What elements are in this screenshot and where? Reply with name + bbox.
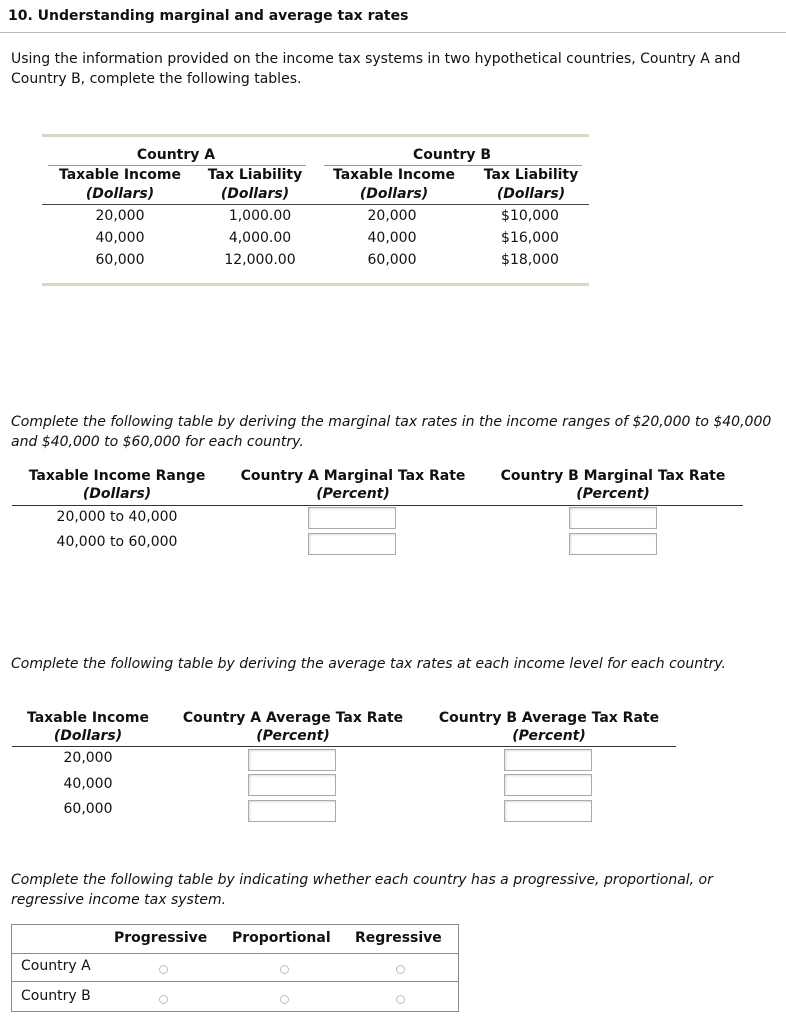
marginal-row-label: 40,000 to 60,000	[56, 534, 178, 550]
average-col-a: Country A Average Tax Rate	[182, 710, 404, 726]
average-a-rate-input[interactable]	[248, 800, 336, 822]
intro-text: Using the information provided on the income tax systems in two hypothetical countries, Country A and Country B, complete the following tables.	[11, 51, 741, 87]
a-income-cell: 20,000	[95, 208, 145, 224]
b-income-cell: 60,000	[367, 252, 417, 268]
b-income-header: Taxable Income	[332, 167, 456, 183]
average-row-label: 40,000	[63, 776, 113, 792]
marginal-a-rate-input[interactable]	[308, 507, 396, 529]
country-a-regressive-radio[interactable]	[396, 965, 405, 974]
a-tax-cell: 12,000.00	[224, 252, 296, 268]
average-col-b: Country B Average Tax Rate	[438, 710, 660, 726]
country-b-regressive-radio[interactable]	[396, 995, 405, 1004]
marginal-b-unit: (Percent)	[576, 486, 650, 502]
tax-info-table	[42, 134, 589, 286]
marginal-row-label: 20,000 to 40,000	[56, 509, 178, 525]
question-title: 10. Understanding marginal and average tax rates	[8, 8, 409, 24]
a-tax-cell: 1,000.00	[228, 208, 292, 224]
top-divider	[0, 32, 786, 33]
average-b-unit: (Percent)	[512, 728, 586, 744]
country-b-progressive-radio[interactable]	[159, 995, 168, 1004]
average-b-rate-input[interactable]	[504, 774, 592, 796]
tax-system-table	[11, 924, 459, 1012]
average-row-label: 20,000	[63, 750, 113, 766]
average-a-rate-input[interactable]	[248, 774, 336, 796]
average-a-unit: (Percent)	[256, 728, 330, 744]
average-b-rate-input[interactable]	[504, 800, 592, 822]
b-income-cell: 20,000	[367, 208, 417, 224]
marginal-b-rate-input[interactable]	[569, 533, 657, 555]
average-header-rule	[12, 746, 676, 747]
a-tax-cell: 4,000.00	[228, 230, 292, 246]
row-divider	[12, 981, 458, 982]
average-col-income: Taxable Income	[26, 710, 150, 726]
country-b-row-label: Country B	[21, 988, 91, 1004]
b-liability-header: Tax Liability	[483, 167, 579, 183]
b-tax-cell: $10,000	[501, 208, 559, 224]
country-b-header: Country B	[412, 147, 492, 163]
country-b-underline	[324, 165, 582, 166]
country-a-proportional-radio[interactable]	[280, 965, 289, 974]
marginal-range-unit: (Dollars)	[82, 486, 152, 502]
average-a-rate-input[interactable]	[248, 749, 336, 771]
average-b-rate-input[interactable]	[504, 749, 592, 771]
marginal-prompt: Complete the following table by deriving the marginal tax rates in the income ranges of $20,000 to $40,000 and $40,000 to $60,000 for each country.	[11, 414, 772, 450]
average-prompt: Complete the following table by deriving the average tax rates at each income level for each country.	[11, 656, 726, 672]
a-income-header: Taxable Income	[58, 167, 182, 183]
b-tax-cell: $16,000	[501, 230, 559, 246]
system-prompt: Complete the following table by indicating whether each country has a progressive, proportional, or regressive income tax system.	[11, 872, 713, 908]
proportional-header: Proportional	[232, 930, 331, 946]
marginal-a-rate-input[interactable]	[308, 533, 396, 555]
regressive-header: Regressive	[355, 930, 442, 946]
a-liability-header: Tax Liability	[207, 167, 303, 183]
country-a-header: Country A	[136, 147, 216, 163]
average-income-unit: (Dollars)	[53, 728, 123, 744]
marginal-b-rate-input[interactable]	[569, 507, 657, 529]
progressive-header: Progressive	[114, 930, 208, 946]
marginal-col-b: Country B Marginal Tax Rate	[500, 468, 726, 484]
b-tax-cell: $18,000	[501, 252, 559, 268]
row-divider	[12, 953, 458, 954]
country-a-underline	[48, 165, 306, 166]
country-b-proportional-radio[interactable]	[280, 995, 289, 1004]
b-liability-unit: (Dollars)	[496, 186, 566, 202]
marginal-col-range: Taxable Income Range	[28, 468, 206, 484]
average-row-label: 60,000	[63, 801, 113, 817]
a-liability-unit: (Dollars)	[220, 186, 290, 202]
country-a-progressive-radio[interactable]	[159, 965, 168, 974]
country-a-row-label: Country A	[21, 958, 91, 974]
header-rule	[42, 204, 589, 205]
b-income-cell: 40,000	[367, 230, 417, 246]
a-income-unit: (Dollars)	[85, 186, 155, 202]
marginal-header-rule	[12, 505, 743, 506]
marginal-col-a: Country A Marginal Tax Rate	[240, 468, 466, 484]
marginal-a-unit: (Percent)	[316, 486, 390, 502]
a-income-cell: 40,000	[95, 230, 145, 246]
a-income-cell: 60,000	[95, 252, 145, 268]
b-income-unit: (Dollars)	[359, 186, 429, 202]
